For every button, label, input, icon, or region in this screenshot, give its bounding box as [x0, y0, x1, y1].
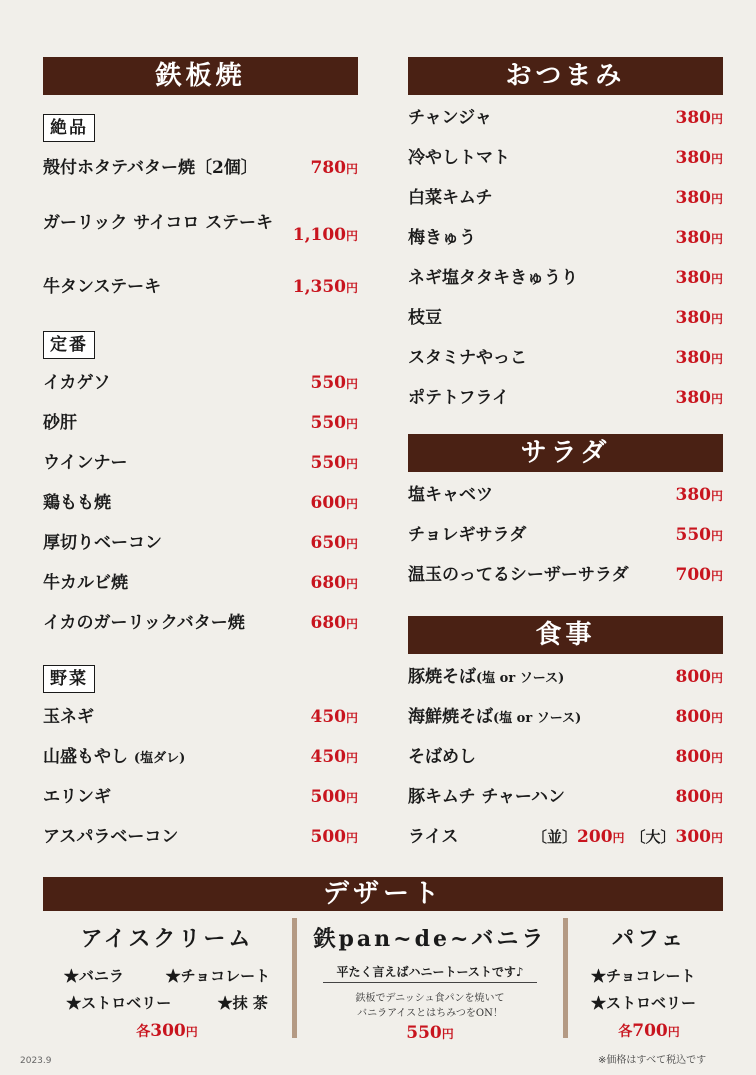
- menu-item: ウインナー 550円: [43, 453, 358, 473]
- teiban-list: [43, 363, 358, 643]
- menu-item: 温玉のってるシーザーサラダ 700円: [408, 565, 723, 585]
- menu-item: 冷やしトマト 380円: [408, 148, 723, 168]
- menu-item: チョレギサラダ 550円: [408, 525, 723, 545]
- ice-cream-title: アイスクリーム: [80, 926, 254, 952]
- item-name: ガーリック サイコロ ステーキ: [43, 213, 273, 233]
- dessert-section: [43, 877, 723, 911]
- menu-item: 玉ネギ 450円: [43, 707, 358, 727]
- footer-date: 2023.9: [20, 1056, 52, 1066]
- flavor: ★バニラ: [63, 967, 124, 985]
- section-label-teiban: [43, 331, 95, 359]
- pan-de-vanilla-block: [305, 922, 555, 1043]
- menu-item: 海鮮焼そば(塩 or ソース) 800円: [408, 707, 723, 727]
- menu-item: 厚切りベーコン 650円: [43, 533, 358, 553]
- menu-item: エリンギ 500円: [43, 787, 358, 807]
- pan-tagline: 平たく言えばハニートーストです♪: [323, 963, 537, 983]
- menu-item: 牛カルビ焼 680円: [43, 573, 358, 593]
- teppan-column: [43, 57, 358, 95]
- parfait-title: パフェ: [612, 926, 686, 952]
- divider: [563, 918, 568, 1038]
- footer-note: ※価格はすべて税込です: [598, 1055, 707, 1066]
- yasai-list: [43, 697, 358, 857]
- flavor: ★チョコレート: [165, 967, 271, 985]
- otsumami-column: [408, 57, 723, 418]
- menu-item-garlic-steak: [43, 203, 358, 245]
- menu-item: 山盛もやし (塩ダレ) 450円: [43, 747, 358, 767]
- zeppin-list: [43, 148, 358, 188]
- otsumami-header: おつまみ: [408, 57, 723, 95]
- menu-item: イカのガーリックバター焼 680円: [43, 613, 358, 633]
- teppan-header: 鉄板焼: [43, 57, 358, 95]
- menu-item: 白菜キムチ 380円: [408, 188, 723, 208]
- pan-price: 550円: [406, 1023, 454, 1043]
- item-price: 1,100円: [292, 225, 358, 245]
- pan-desc-1: 鉄板でデニッシュ食パンを焼いて: [355, 993, 505, 1004]
- menu-item: 枝豆 380円: [408, 308, 723, 328]
- menu-item: 塩キャベツ 380円: [408, 485, 723, 505]
- menu-item: ネギ塩タタキきゅうり 380円: [408, 268, 723, 288]
- section-label-yasai: [43, 665, 95, 693]
- menu-item: アスパラベーコン 500円: [43, 827, 358, 847]
- dessert-header: デザート: [43, 877, 723, 911]
- salad-column: [408, 434, 723, 595]
- meal-list: [408, 657, 723, 857]
- menu-item: そばめし 800円: [408, 747, 723, 767]
- parfait-price: 各700円: [618, 1021, 680, 1041]
- item-price: 1,350円: [292, 277, 358, 297]
- menu-item: 鶏もも焼 600円: [43, 493, 358, 513]
- item-name: 殻付ホタテバター焼〔2個〕: [43, 158, 258, 178]
- salad-header: サラダ: [408, 434, 723, 472]
- meal-header: 食事: [408, 616, 723, 654]
- flavor: ★ストロベリー: [591, 994, 697, 1012]
- ice-cream-block: [43, 922, 291, 1041]
- ice-cream-price: 各300円: [136, 1021, 198, 1041]
- parfait-block: [575, 922, 723, 1041]
- flavor: ★ストロベリー: [66, 994, 172, 1012]
- flavor: ★チョコレート: [591, 967, 696, 985]
- menu-item-rice: ライス 〔並〕200円 〔大〕300円: [408, 827, 723, 847]
- menu-item: チャンジャ 380円: [408, 108, 723, 128]
- menu-item: ポテトフライ 380円: [408, 388, 723, 408]
- menu-item-tongue: [43, 267, 358, 307]
- section-label: 定番: [43, 331, 95, 359]
- menu-item: スタミナやっこ 380円: [408, 348, 723, 368]
- meal-column: [408, 616, 723, 857]
- section-label: 絶品: [43, 114, 95, 142]
- otsumami-list: [408, 98, 723, 418]
- menu-item: 豚キムチ チャーハン 800円: [408, 787, 723, 807]
- menu-item: [43, 148, 358, 188]
- flavor: ★抹 茶: [217, 994, 268, 1012]
- section-label: 野菜: [43, 665, 95, 693]
- item-price: 780円: [310, 158, 358, 178]
- item-name: 牛タンステーキ: [43, 277, 162, 297]
- menu-item: イカゲソ 550円: [43, 373, 358, 393]
- section-label-zeppin: [43, 114, 95, 142]
- pan-desc-2: バニラアイスとはちみつをON！: [357, 1008, 503, 1019]
- divider: [292, 918, 297, 1038]
- menu-item: 梅きゅう 380円: [408, 228, 723, 248]
- salad-list: [408, 475, 723, 595]
- menu-item: 砂肝 550円: [43, 413, 358, 433]
- pan-title: 鉄pan~de~バニラ: [313, 926, 547, 952]
- menu-item: 豚焼そば(塩 or ソース) 800円: [408, 667, 723, 687]
